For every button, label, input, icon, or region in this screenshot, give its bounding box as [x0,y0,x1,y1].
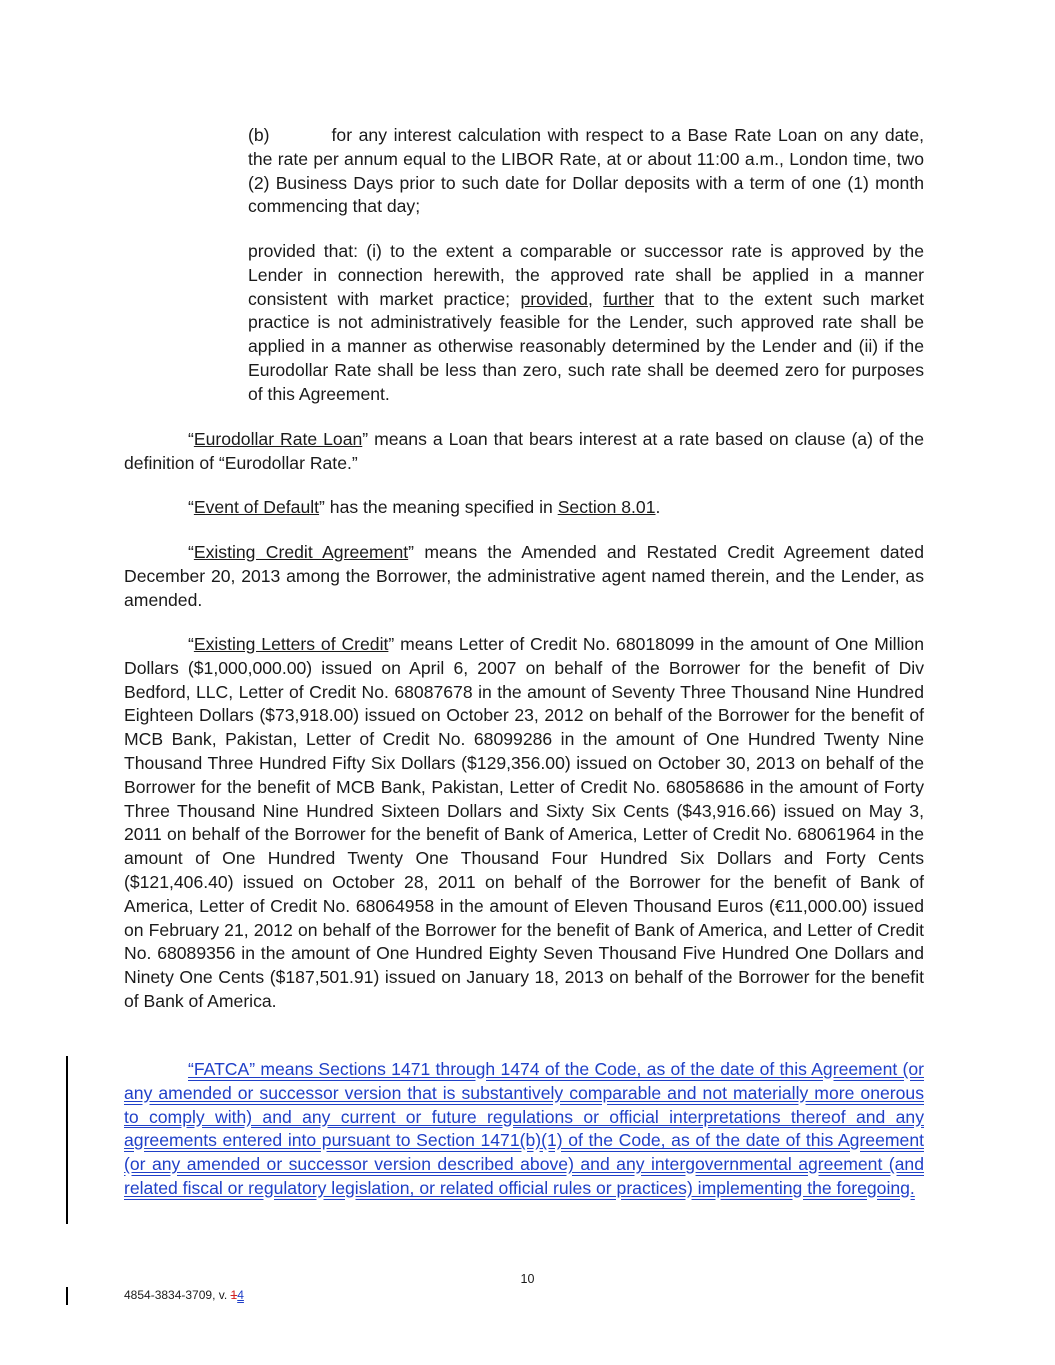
definition-event-of-default [124,496,924,520]
page-number: 10 [520,1272,535,1286]
proviso-comma: , [587,288,604,309]
defined-term: Event of Default [193,497,320,517]
definition-text: ” means the Amended and Restated Credit Agreement dated December 20, 2013 among the Borrower, the administrative agent named therein, and the Lender, as amended. [124,542,924,610]
footer-doc-id [124,1288,244,1302]
open-quote: “ [188,542,194,562]
defined-term: Eurodollar Rate Loan [193,429,363,449]
inserted-version: 4 [237,1288,244,1302]
section-reference: Section 8.01 [557,497,656,517]
proviso-text-1: provided that: (i) to the extent a comparable or successor rate is approved by the Lender in connection herewith, the approved rate shall be applied in a manner consistent with market practice; [248,241,924,309]
definition-text: ” means a Loan that bears interest at a rate based on clause (a) of the definition of “Eurodollar Rate.” [124,429,924,473]
open-quote: “ [188,429,194,449]
open-quote: “ [188,634,194,654]
further-term: further [603,288,655,309]
definition-fatca-inserted [124,1058,924,1201]
definition-existing-credit-agreement [124,541,924,612]
open-quote: “ [188,497,194,517]
clause-b-label: (b) [248,125,270,145]
proviso-text-2: that to the extent such market practice is not administratively feasible for the Lender, such approved rate shall be applied in a manner as otherwise reasonably determined by the Lender and (ii) if the Eurodollar Rate shall be less than zero, such rate shall be deemed zero for purposes of this Agreement. [248,288,924,404]
doc-id-text: 4854-3834-3709, v. [124,1288,231,1302]
definition-text: ” has the meaning specified in [319,497,558,517]
definition-end: . [655,497,661,517]
clause-b [248,124,924,219]
definition-existing-letters-of-credit [124,633,924,1014]
proviso-paragraph [248,240,924,407]
definition-text: ” means Letter of Credit No. 68018099 in the amount of One Million Dollars ($1,000,000.00) issued on April 6, 2007 on behalf of the Borrower for the benefit of Div Bedford, LLC, Letter of Credit No. 68087678 in the amount of Seventy Three Thousand Nine Hundred Eighteen Dollars ($73,918.00) issued on October 23, 2012 on behalf of the Borrower for the benefit of MCB Bank, Pakistan, Letter of Credit No. 68099286 in the amount of One Hundred Twenty Nine Thousand Three Hundred Fifty Six Dollars ($129,356.00) issued on October 30, 2013 on behalf of the Borrower for the benefit of MCB Bank, Pakistan, Letter of Credit No. 68058686 in the amount of Forty Three Thousand Nine Hundred Sixteen Dollars and Sixty Six Cents ($43,916.66) issued on May 3, 2011 on behalf of the Borrower for the benefit of Bank of America, Letter of Credit No. 68061964 in the amount of One Hundred Twenty One Thousand Four Hundred Six Dollars and Forty Cents ($121,406.40) issued on October 28, 2011 on behalf of the Borrower for the benefit of Bank of America, Letter of Credit No. 68064958 in the amount of Eleven Thousand Euros (€11,000.00) issued on February 21, 2012 on behalf of the Borrower for the benefit of Bank of America, and Letter of Credit No. 68089356 in the amount of One Hundred Eighty Seven Thousand Five Hundred One Dollars and Ninety One Cents ($187,501.91) issued on January 18, 2013 on behalf of the Borrower for the benefit of Bank of America. [124,634,924,1011]
defined-term: Existing Credit Agreement [193,542,409,562]
footer-change-bar [66,1287,68,1305]
fatca-text: “FATCA” means Sections 1471 through 1474 of the Code, as of the date of this Agreement (or any amended or successor version that is substantively comparable and not materially more onerous to comply with) and any current or future regulations or official interpretations thereof and any agreements entered into pursuant to Section 1471(b)(1) of the Code, as of the date of this Agreement (or any amended or successor version described above) and any intergovernmental agreement (and related fiscal or regulatory legislation, or related official rules or practices) implementing the foregoing. [124,1059,924,1198]
change-bar [66,1056,68,1224]
defined-term: Existing Letters of Credit [193,634,389,654]
deleted-version: 1 [230,1288,238,1302]
provided-term: provided [520,288,588,309]
definition-eurodollar-rate-loan [124,428,924,476]
clause-b-text: for any interest calculation with respect to a Base Rate Loan on any date, the rate per annum equal to the LIBOR Rate, at or about 11:00 a.m., London time, two (2) Business Days prior to such date for Dollar deposits with a term of one (1) month commencing that day; [248,125,924,217]
